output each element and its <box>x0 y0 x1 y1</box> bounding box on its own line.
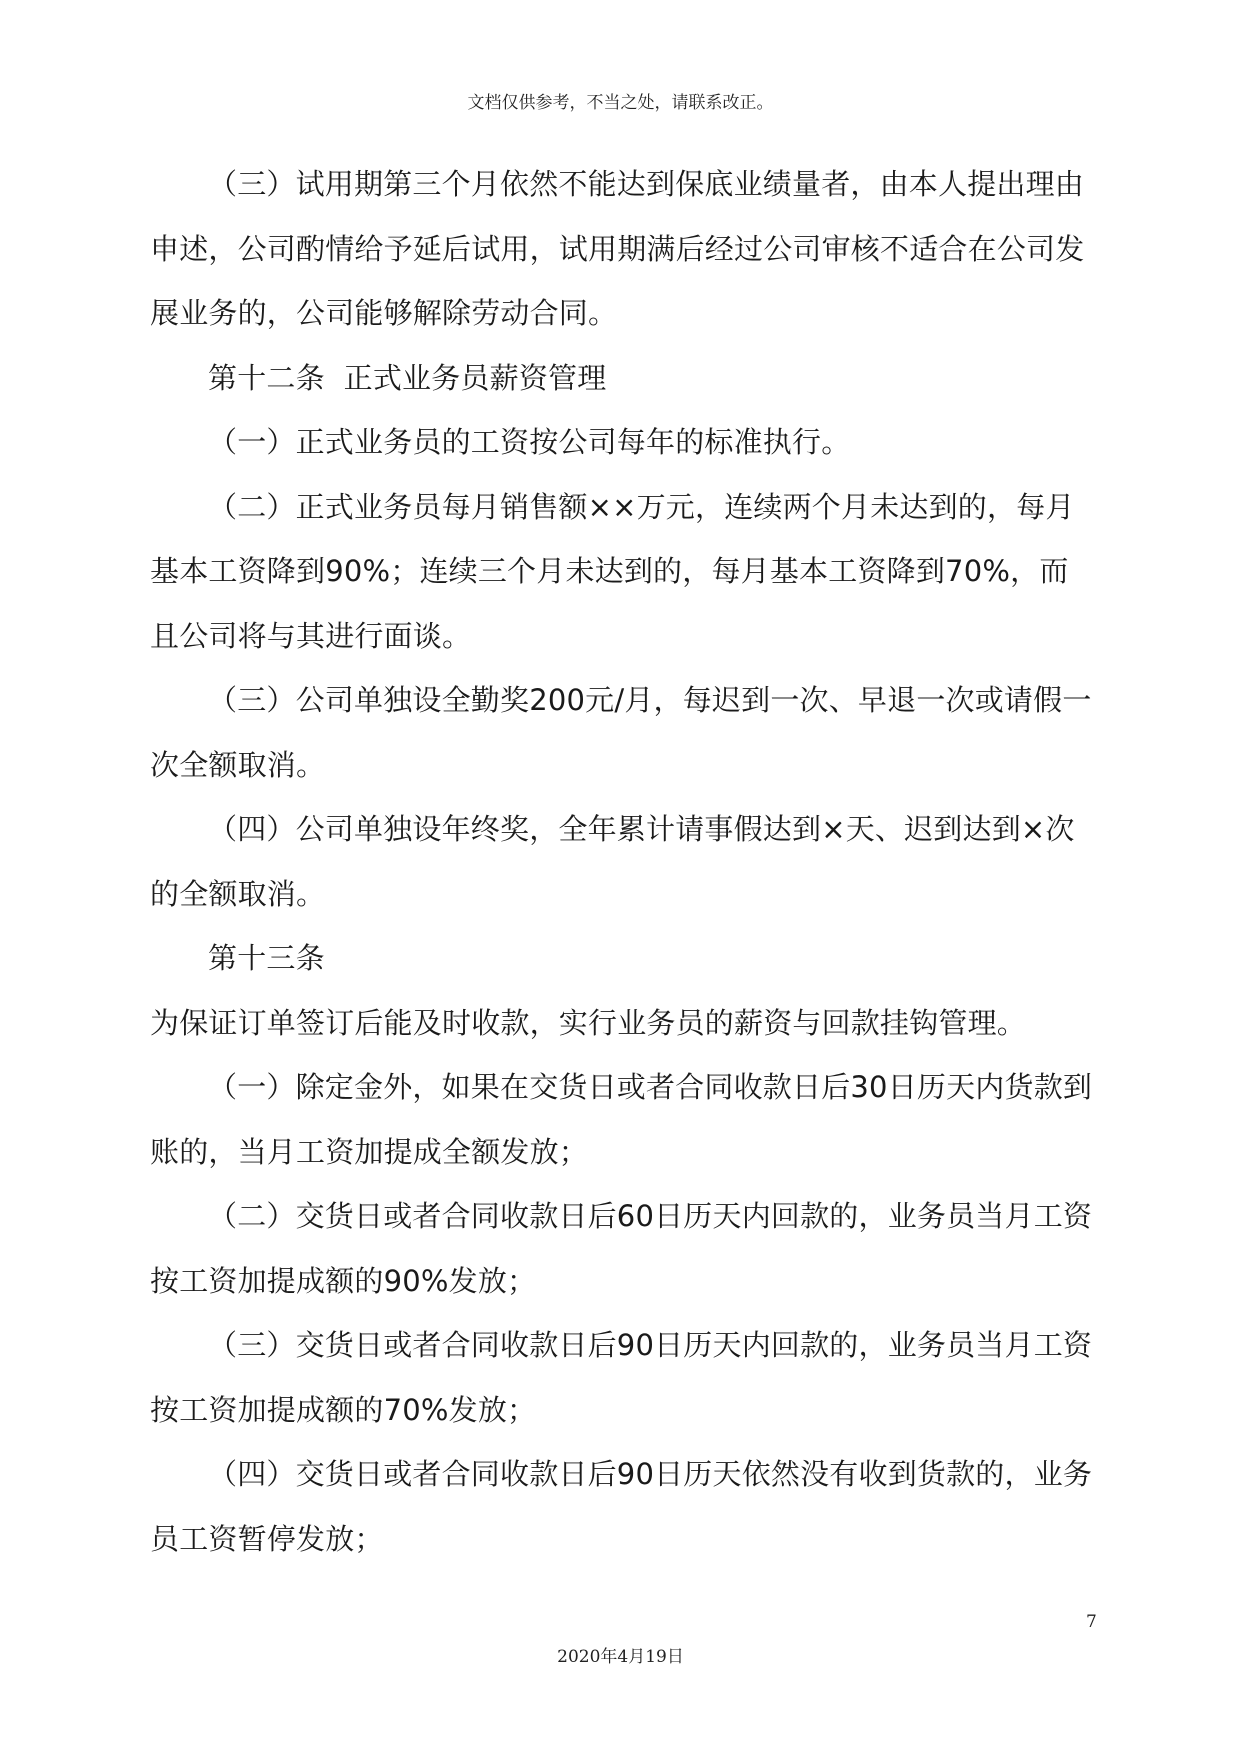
paragraph: 为保证订单签订后能及时收款，实行业务员的薪资与回款挂钩管理。 <box>150 1005 1027 1040</box>
paragraph: （一）正式业务员的工资按公司每年的标准执行。 <box>208 425 851 459</box>
paragraph: （三）交货日或者合同收款日后90日历天内回款的，业务员当月工资按工资加提成额的70%发放； <box>150 1328 1093 1427</box>
paragraph: （二）正式业务员每月销售额××万元，连续两个月未达到的，每月基本工资降到90%；连续三个月未达到的，每月基本工资降到70%，而且公司将与其进行面谈。 <box>150 489 1075 653</box>
paragraph: （二）交货日或者合同收款日后60日历天内回款的，业务员当月工资按工资加提成额的90%发放； <box>150 1199 1093 1298</box>
paragraph: （三）试用期第三个月依然不能达到保底业绩量者，由本人提出理由申述，公司酌情给予延后试用，试用期满后经过公司审核不适合在公司发展业务的，公司能够解除劳动合同。 <box>150 167 1085 330</box>
paragraph: （三）公司单独设全勤奖200元/月，每迟到一次、早退一次或请假一次全额取消。 <box>150 683 1092 782</box>
page-header-note: 文档仅供参考，不当之处，请联系改正。 <box>467 93 774 113</box>
page-number: 7 <box>1086 1612 1097 1632</box>
document-body <box>150 152 1096 1571</box>
section-heading: 第十三条 <box>208 941 325 975</box>
footer-date: 2020年4月19日 <box>557 1647 684 1667</box>
paragraph: （一）除定金外，如果在交货日或者合同收款日后30日历天内货款到账的，当月工资加提成全额发放； <box>150 1070 1093 1169</box>
paragraph: （四）交货日或者合同收款日后90日历天依然没有收到货款的，业务员工资暂停发放； <box>150 1457 1093 1556</box>
section-heading: 第十二条 正式业务员薪资管理 <box>208 360 607 395</box>
paragraph: （四）公司单独设年终奖，全年累计请事假达到×天、迟到达到×次的全额取消。 <box>150 812 1075 911</box>
